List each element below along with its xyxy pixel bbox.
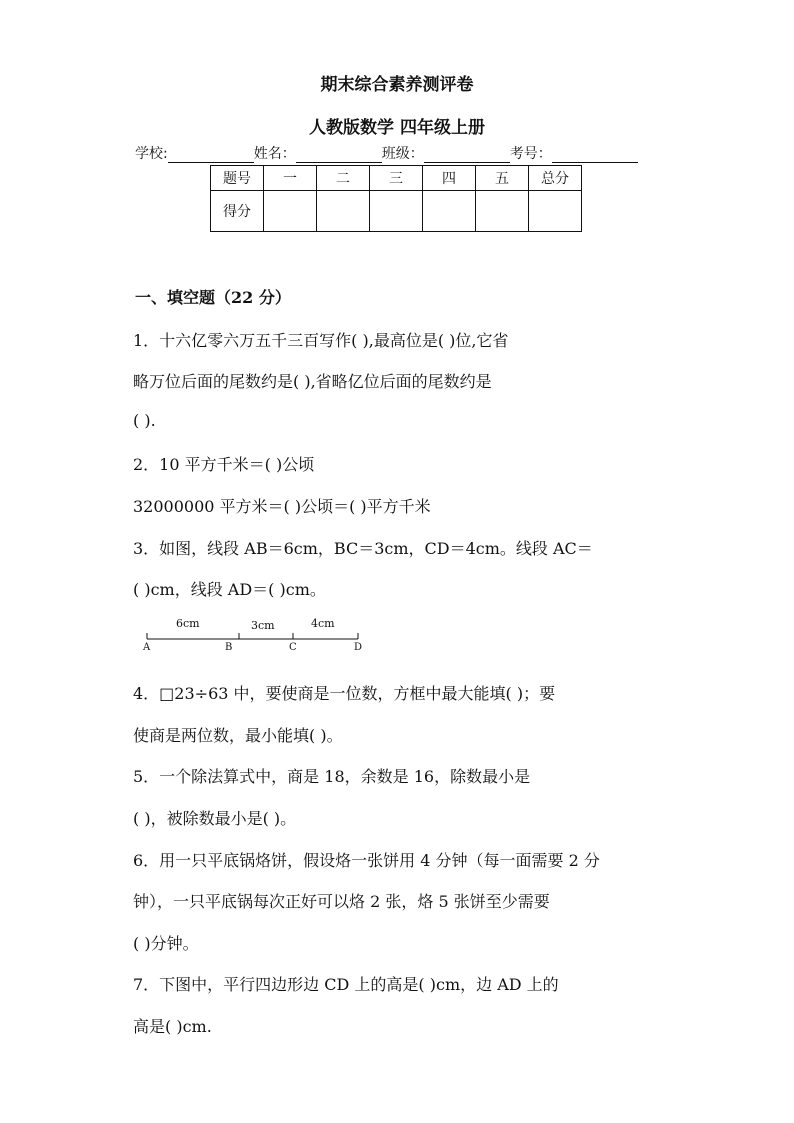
section-title: 一、填空题（22 分） xyxy=(135,288,291,307)
score-cell[interactable] xyxy=(476,191,529,232)
class-blank[interactable] xyxy=(424,147,510,163)
question-line: 1．十六亿零六万五千三百写作( ),最高位是( )位,它省 xyxy=(133,331,509,350)
point-label-a: A xyxy=(143,642,151,653)
question-line: 略万位后面的尾数约是( ),省略亿位后面的尾数约是 xyxy=(133,372,492,391)
score-table-score-label: 得分 xyxy=(211,191,264,232)
school-blank[interactable] xyxy=(168,147,254,163)
question-line: ( )，被除数最小是( )。 xyxy=(133,809,297,828)
score-cell[interactable] xyxy=(529,191,582,232)
score-table-col: 五 xyxy=(476,166,529,191)
score-table-col: 二 xyxy=(317,166,370,191)
school-label: 学校: xyxy=(135,146,168,162)
score-table-col: 总分 xyxy=(529,166,582,191)
question-line: 2．10 平方千米＝( )公顷 xyxy=(133,455,315,474)
number-label: 考号： xyxy=(509,146,552,162)
question-line: ( ). xyxy=(133,411,156,430)
name-label: 姓名： xyxy=(253,146,296,162)
number-blank[interactable] xyxy=(552,147,638,163)
segment-figure xyxy=(140,610,370,660)
point-label-d: D xyxy=(354,642,363,653)
question-line: 4．□23÷63 中，要使商是一位数，方框中最大能填( )；要 xyxy=(133,684,556,703)
page-subtitle: 人教版数学 四年级上册 xyxy=(309,118,485,138)
score-cell[interactable] xyxy=(423,191,476,232)
question-line: 7．下图中，平行四边形边 CD 上的高是( )cm，边 AD 上的 xyxy=(133,975,559,994)
score-table-score-row xyxy=(211,191,582,232)
question-line: 钟），一只平底锅每次正好可以烙 2 张，烙 5 张饼至少需要 xyxy=(133,892,550,911)
segment-label-ab: 6cm xyxy=(176,617,200,630)
score-table-header-label: 题号 xyxy=(211,166,264,191)
student-info-line xyxy=(135,143,638,163)
score-table xyxy=(210,165,582,232)
score-cell[interactable] xyxy=(370,191,423,232)
question-line: ( )cm，线段 AD＝( )cm。 xyxy=(133,580,326,599)
class-label: 班级： xyxy=(381,146,424,162)
question-line: 3．如图，线段 AB＝6cm，BC＝3cm，CD＝4cm。线段 AC＝ xyxy=(133,539,593,558)
score-cell[interactable] xyxy=(317,191,370,232)
score-table-header-row xyxy=(211,166,582,191)
segment-label-cd: 4cm xyxy=(311,617,335,630)
score-table-col: 三 xyxy=(370,166,423,191)
page-title: 期末综合素养测评卷 xyxy=(320,75,474,95)
score-table-col: 四 xyxy=(423,166,476,191)
question-line: ( )分钟。 xyxy=(133,934,199,953)
score-table-col: 一 xyxy=(264,166,317,191)
point-label-c: C xyxy=(289,642,297,653)
segment-label-bc: 3cm xyxy=(251,619,275,632)
question-line: 5．一个除法算式中，商是 18，余数是 16，除数最小是 xyxy=(133,767,531,786)
segment-diagram xyxy=(140,610,370,660)
question-line: 高是( )cm. xyxy=(133,1017,212,1036)
question-line: 使商是两位数，最小能填( )。 xyxy=(133,726,343,745)
name-blank[interactable] xyxy=(296,147,382,163)
score-cell[interactable] xyxy=(264,191,317,232)
question-line: 6．用一只平底锅烙饼，假设烙一张饼用 4 分钟（每一面需要 2 分 xyxy=(133,851,600,870)
point-label-b: B xyxy=(225,642,233,653)
question-line: 32000000 平方米＝( )公顷＝( )平方千米 xyxy=(133,497,431,516)
